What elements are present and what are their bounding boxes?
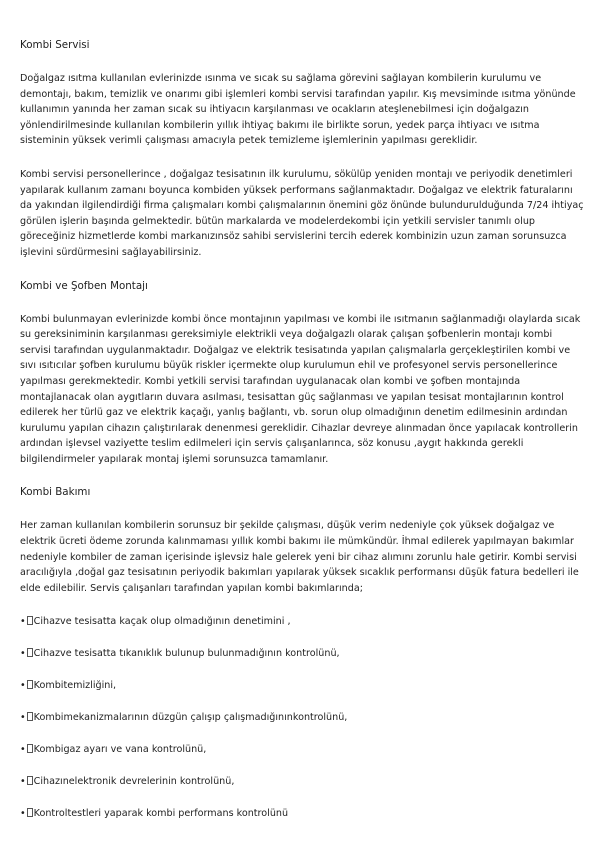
list-item [20,774,586,789]
bullet-marker: • [20,680,26,692]
bullet-lead-word: Kontrol [33,808,68,820]
list-item [20,742,586,757]
bullet-lead-word: Kombi [33,744,64,756]
list-item [20,614,586,629]
list-item [20,678,586,693]
bullet-marker: • [20,808,26,820]
bullet-text: mekanizmalarının düzgün çalışıp çalışmadığınınkontrolünü, [63,712,348,724]
bullet-lead-word: Kombi [33,680,64,692]
missing-glyph-icon [27,776,33,785]
bullet-marker: • [20,712,26,724]
bullet-marker: • [20,744,26,756]
paragraph: Kombi servisi personellerince , doğalgaz tesisatının ilk kurulumu, sökülüp yeniden montajı ve periyodik denetimleri yapılarak kullanım zamanı boyunca kombiden yüksek performans sağlanmaktadır. Doğalgaz ve elektrik faturalarını da yakından ilgilendirdiği firma çalışmaları kombi çalışmalarının önemini göz önünde bulundurulduğunda 7/24 ihtiyaç görülen işlerin başında gelmektedir. bütün markalarda ve modelerdekombi için yetkili servisler tanımlı olup göreceğiniz hizmetlerde kombi markanızınsöz sahibi servislerini tercih ederek kombinizin uzun zaman sorunsuzca işlevini sürdürmesini sağlayabilirsiniz. [20,168,584,258]
bullet-marker: • [20,616,26,628]
bullet-text: elektronik devrelerinin kontrolünü, [68,776,235,788]
bullet-text: ve tesisatta kaçak olup olmadığının denetimini , [60,616,291,628]
paragraph: Kombi bulunmayan evlerinizde kombi önce montajının yapılması ve kombi ile ısıtmanın sağlanmadığı olaylarda sıcak su gereksiniminin karşılanması gereksimiyle elektrikli veya doğalgazlı olarak çalışan şofbenlerin montajı kombi servisi tarafından uygulanmaktadır. Doğalgaz ve elektrik tesisatında yapılan çalışmalarla gerçekleştirilen kombi ve sıvı ısıtıcılar şofben kurulumu büyük riskler içermekte olup kurulumun ehil ve profesyonel servis personellerince yapılması gerekmektedir. Kombi yetkili servisi tarafından uygulanacak olan kombi ve şofben montajında montajlanacak olan aygıtların duvara asılması, tesisattan güç sağlanması ve yapılan tesisat montajlarının kontrol edilerek her türlü gaz ve elektrik kaçağı, yanlış bağlantı, vb. sorun olup olmadığının denetim edilmesinin ardından kurulumu yapılan cihazın çalıştırılarak denenmesi gereklidir. Cihazlar devreye alınmadan önce yapılacak kontrollerin ardından işlevsel vaziyette teslim edilmeleri için servis çalışanlarınca, söz konusu ,aygıt hakkında gerekli bilgilendirmeler yapılarak montaj işlemi sorunsuzca tamamlanır. [20,313,581,465]
section-heading: Kombi Servisi [20,39,90,51]
bullet-lead-word: Cihaz [33,616,61,628]
bullet-text: temizliğini, [63,680,117,692]
section-heading: Kombi ve Şofben Montajı [20,279,148,292]
missing-glyph-icon [27,680,33,689]
maintenance-bullet-list [20,614,586,821]
section-heading: Kombi Bakımı [20,486,91,499]
bullet-marker: • [20,776,26,788]
section-kombi-sofben-montaji [20,279,586,468]
document-body [20,38,586,838]
bullet-lead-word: Cihazın [33,776,69,788]
missing-glyph-icon [27,808,33,817]
list-item [20,646,586,661]
bullet-lead-word: Kombi [33,712,64,724]
section-kombi-servisi [20,38,586,261]
missing-glyph-icon [27,744,33,753]
bullet-text: gaz ayarı ve vana kontrolünü, [63,744,207,756]
bullet-marker: • [20,648,26,660]
bullet-text: ve tesisatta tıkanıklık bulunup bulunmadığının kontrolünü, [60,648,340,660]
list-item [20,710,586,725]
section-kombi-bakimi [20,485,586,596]
missing-glyph-icon [27,712,33,721]
bullet-text: testleri yaparak kombi performans kontrolünü [67,808,289,820]
missing-glyph-icon [27,648,33,657]
list-item [20,806,586,821]
paragraph: Her zaman kullanılan kombilerin sorunsuz bir şekilde çalışması, düşük verim nedeniyle çok yüksek doğalgaz ve elektrik ücreti ödeme zorunda kalınmaması yıllık kombi bakımı ile mümkündür. İhmal edilerek yapılmayan bakımlar nedeniyle kombiler de zaman içerisinde işlevsiz hale gelerek yeni bir cihaz alımını zorunlu hale getirir. Kombi servisi aracılığıyla ,doğal gaz tesisatının periyodik bakımları yapılarak yüksek sıcaklık performansı düşük fatura bedelleri ile elde edilebilir. Servis çalışanları tarafından yapılan kombi bakımlarında; [20,520,579,594]
paragraph: Doğalgaz ısıtma kullanılan evlerinizde ısınma ve sıcak su sağlama görevini sağlayan kombilerin kurulumu ve demontajı, bakım, temizlik ve onarımı gibi işlemleri kombi servisi tarafından yapılır. Kış mevsiminde ısıtma yönünde kullanımın yanında her zaman sıcak su ihtiyacın karşılanması ve ocakların ateşlenebilmesi için doğalgazın yönlendirilmesinde kullanılan kombilerin yıllık ihtiyaç bakımı ile birlikte sorun, yedek parça ihtiyacı ve ısıtma sisteminin yüksek verimli çalışması amacıyla petek temizleme işlemlerinin yapılması gereklidir. [20,73,576,147]
bullet-lead-word: Cihaz [33,648,61,660]
missing-glyph-icon [27,616,33,625]
